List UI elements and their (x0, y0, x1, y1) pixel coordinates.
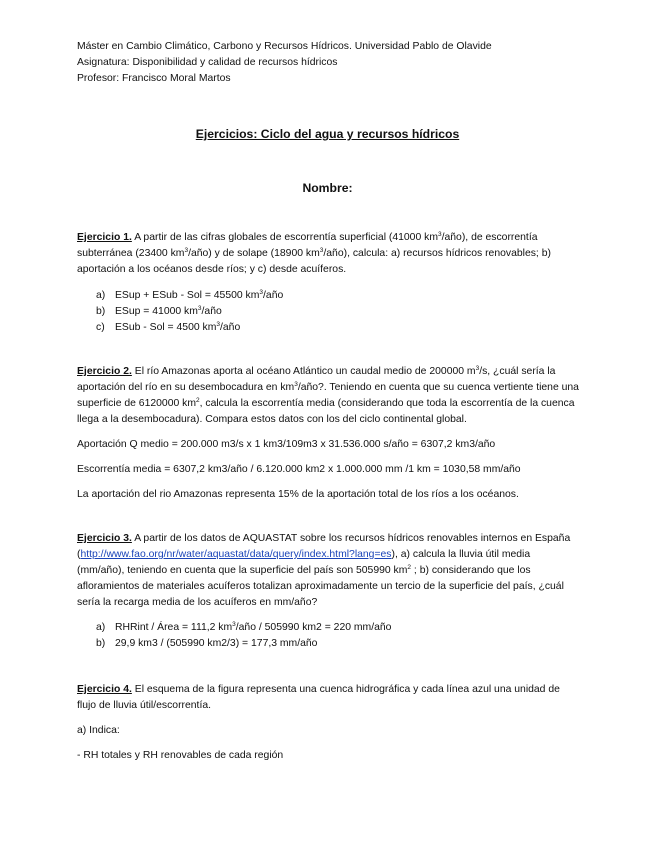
exercise-3-answers (96, 620, 579, 652)
exercise-3 (77, 531, 579, 652)
exercise-3-label: Ejercicio 3. (77, 533, 132, 544)
exercise-3-statement: Ejercicio 3. A partir de los datos de AQUASTAT sobre los recursos hídricos renovables internos en España (http://www.fao.org/nr/water/aquastat/data/query/index.html?lang=es), a) calcula la lluvia útil media (mm/año), teniendo en cuenta que la superficie del país son 505990 $km^2$ ; b) considerando que los afloramientos de materiales acuíferos totalizan aproximadamente un tercio de la superficie del país, ¿cuál sería la recarga media de los acuíferos en mm/año? (77, 533, 571, 608)
document-title: Ejercicios: Ciclo del agua y recursos hídricos (195, 127, 460, 141)
exercise-2-label: Ejercicio 2. (77, 366, 132, 377)
header-line-asignatura: Asignatura: Disponibilidad y calidad de recursos hídricos (77, 57, 338, 68)
header-block (77, 39, 617, 87)
list-item: a) RHRint / Área = 111,2 $km^3$/año / 505990 km2 = 220 mm/año (96, 621, 392, 633)
exercise-1-label: Ejercicio 1. (77, 232, 132, 243)
header-line-master: Máster en Cambio Climático, Carbono y Recursos Hídricos. Universidad Pablo de Olavide (77, 41, 492, 52)
exercise-1 (77, 230, 579, 336)
list-item: a) ESup + ESub - Sol = 45500 $km^3$/año (96, 289, 284, 301)
exercise-2-conclusion: La aportación del rio Amazonas representa 15% de la aportación total de los ríos a los océanos. (77, 489, 519, 500)
list-item: b) 29,9 km3 / (505990 km2/3) = 177,3 mm/año (96, 638, 318, 649)
name-field-label: Nombre: (302, 181, 353, 195)
exercise-4-rh: - RH totales y RH renovables de cada región (77, 750, 284, 761)
exercise-4-statement: Ejercicio 4. El esquema de la figura representa una cuenca hidrográfica y cada línea azul una unidad de flujo de lluvia útil/escorrentía. (77, 684, 560, 711)
exercise-4 (77, 682, 579, 764)
header-line-profesor: Profesor: Francisco Moral Martos (77, 73, 231, 84)
exercise-1-statement: Ejercicio 1. A partir de las cifras globales de escorrentía superficial (41000 $km^3/año$), de escorrentía subterránea (23400 $km^3/año$) y de solape (18900 $km^3/año$), calcula: a) recursos hídricos renovables; b) aportación a los océanos desde ríos; y c) desde acuíferos. (77, 231, 551, 275)
exercise-4-label: Ejercicio 4. (77, 684, 132, 695)
aquastat-link[interactable]: http://www.fao.org/nr/water/aquastat/data/query/index.html?lang=es (80, 549, 392, 560)
exercise-2-aportacion: Aportación Q medio = 200.000 m3/s x 1 km3/109m3 x 31.536.000 s/año = 6307,2 km3/año (77, 439, 496, 450)
list-item: c) ESub - Sol = 4500 $km^3$/año (96, 321, 241, 333)
exercise-2-escorrentia: Escorrentía media = 6307,2 km3/año / 6.120.000 km2 x 1.000.000 mm /1 km = 1030,58 mm/año (77, 464, 521, 475)
exercise-2-statement: Ejercicio 2. El río Amazonas aporta al océano Atlántico un caudal medio de 200000 $m^3/s$, ¿cuál sería la aportación del río en su desembocadura en $km^3$/año?. Teniendo en cuenta que su cuenca vertiente tiene una superficie de 6120000 $km^2$, calcula la escorrentía media (considerando que toda la escorrentía de la cuenca llega a la desembocadura). Compara estos datos con los del ciclo continental global. (77, 365, 579, 425)
list-item: b) ESup = 41000 $km^3$/año (96, 305, 222, 317)
exercise-2 (77, 364, 579, 503)
exercise-1-answers (96, 288, 579, 336)
exercise-4-indica: a) Indica: (77, 725, 120, 736)
